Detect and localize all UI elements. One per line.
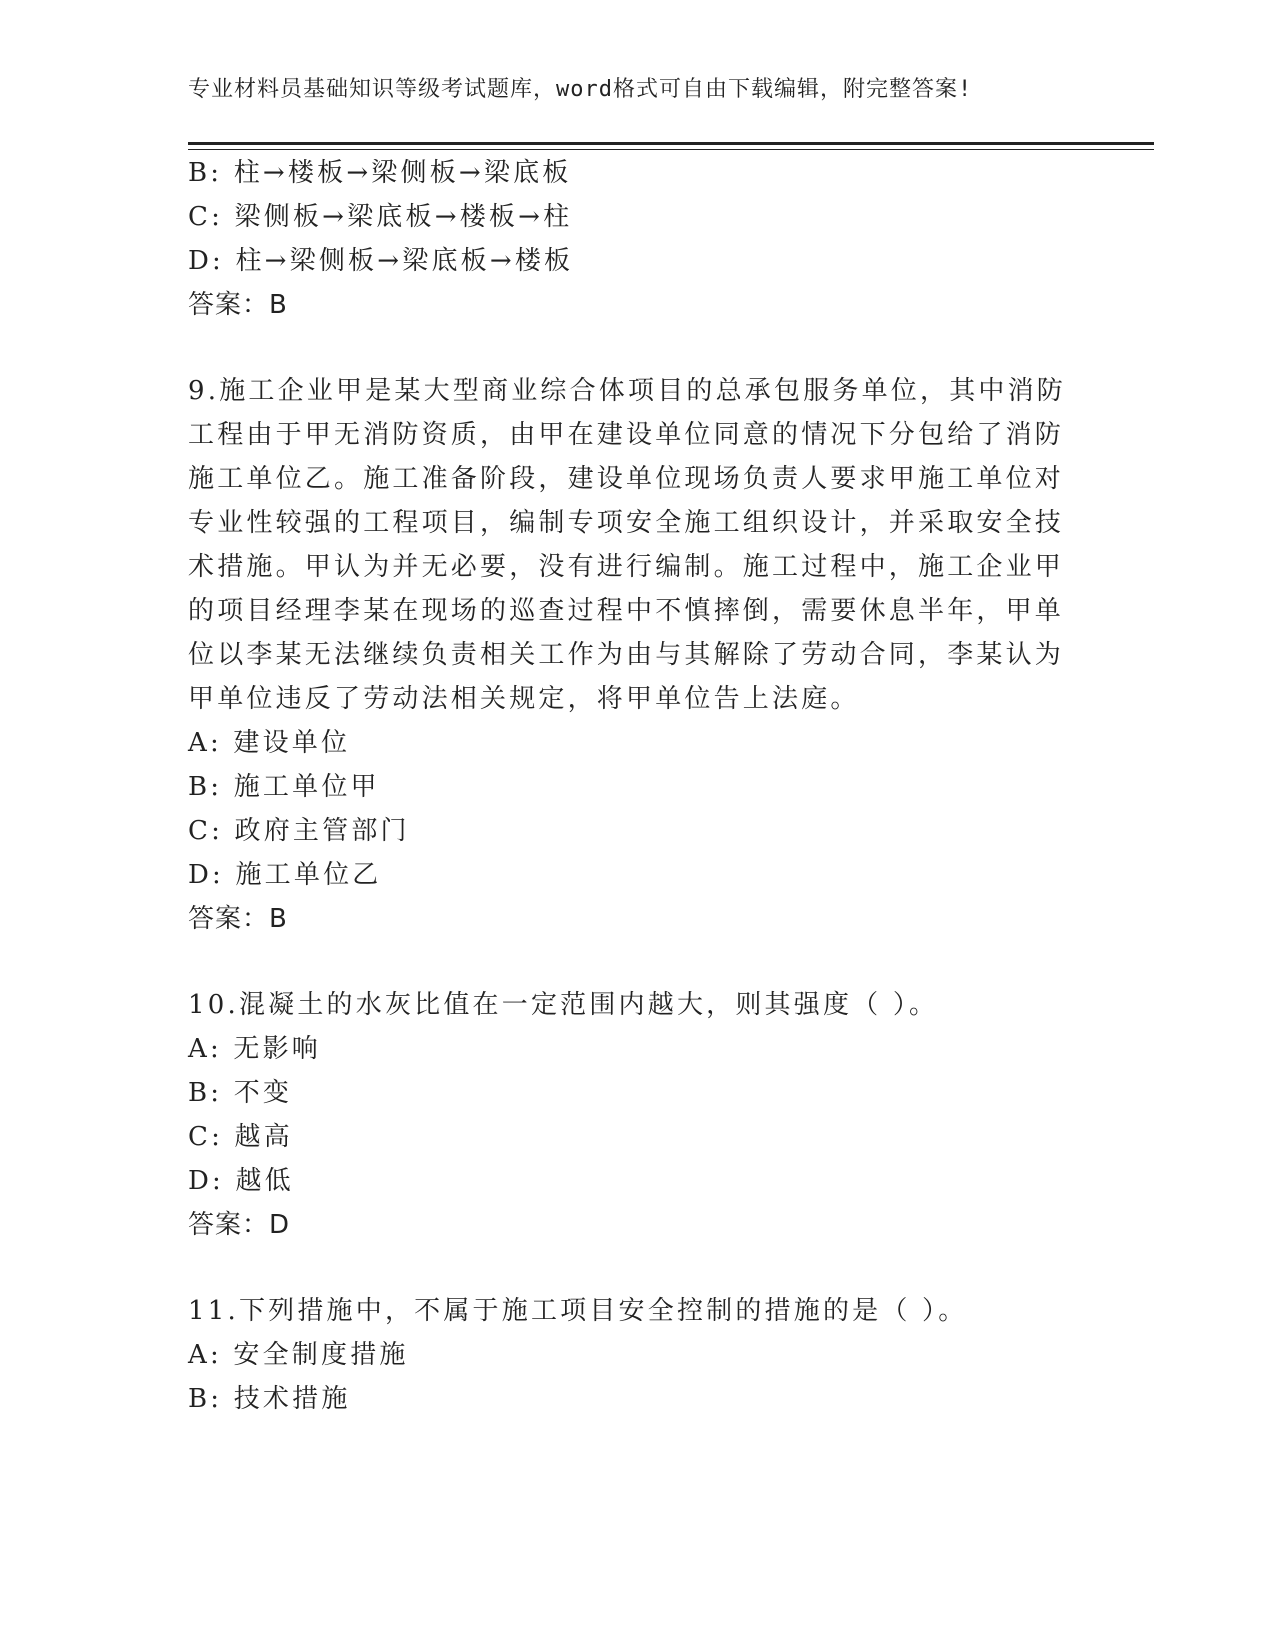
- q11-option-b: B: 技术措施: [188, 1384, 351, 1414]
- q8-option-c: C: 梁侧板→梁底板→楼板→柱: [188, 202, 573, 232]
- q9-stem-line-3: 施工单位乙。施工准备阶段，建设单位现场负责人要求甲施工单位对: [188, 464, 1065, 494]
- q9-option-b: B: 施工单位甲: [188, 772, 380, 802]
- q8-option-b: B: 柱→楼板→梁侧板→梁底板: [188, 158, 572, 188]
- q9-stem-line-2: 工程由于甲无消防资质，由甲在建设单位同意的情况下分包给了消防: [188, 420, 1065, 450]
- q9-option-c: C: 政府主管部门: [188, 816, 410, 846]
- header-rule-thick: [188, 142, 1154, 145]
- q9-stem-line-1: 9.施工企业甲是某大型商业综合体项目的总承包服务单位，其中消防: [188, 376, 1067, 406]
- q8-option-d: D: 柱→梁侧板→梁底板→楼板: [188, 246, 574, 276]
- q9-option-d: D: 施工单位乙: [188, 860, 382, 890]
- q10-stem: 10.混凝土的水灰比值在一定范围内越大，则其强度（ ）。: [188, 990, 939, 1020]
- q11-stem: 11.下列措施中，不属于施工项目安全控制的措施的是（ ）。: [188, 1296, 968, 1326]
- q10-option-a: A: 无影响: [188, 1034, 322, 1064]
- page-header: 专业材料员基础知识等级考试题库，word格式可自由下载编辑，附完整答案!: [188, 77, 973, 102]
- q9-answer: 答案：B: [188, 904, 288, 934]
- q9-stem-line-8: 甲单位违反了劳动法相关规定，将甲单位告上法庭。: [188, 684, 860, 714]
- q10-answer: 答案：D: [188, 1210, 291, 1240]
- q9-stem-line-5: 术措施。甲认为并无必要，没有进行编制。施工过程中，施工企业甲: [188, 552, 1065, 582]
- q9-stem-line-7: 位以李某无法继续负责相关工作为由与其解除了劳动合同，李某认为: [188, 640, 1065, 670]
- q9-stem-line-4: 专业性较强的工程项目，编制专项安全施工组织设计，并采取安全技: [188, 508, 1065, 538]
- q10-option-b: B: 不变: [188, 1078, 293, 1108]
- q10-option-c: C: 越高: [188, 1122, 293, 1152]
- q8-answer: 答案：B: [188, 290, 288, 320]
- q9-option-a: A: 建设单位: [188, 728, 351, 758]
- header-rule-thin: [188, 149, 1154, 150]
- q11-option-a: A: 安全制度措施: [188, 1340, 409, 1370]
- q9-stem-line-6: 的项目经理李某在现场的巡查过程中不慎摔倒，需要休息半年，甲单: [188, 596, 1065, 626]
- q10-option-d: D: 越低: [188, 1166, 294, 1196]
